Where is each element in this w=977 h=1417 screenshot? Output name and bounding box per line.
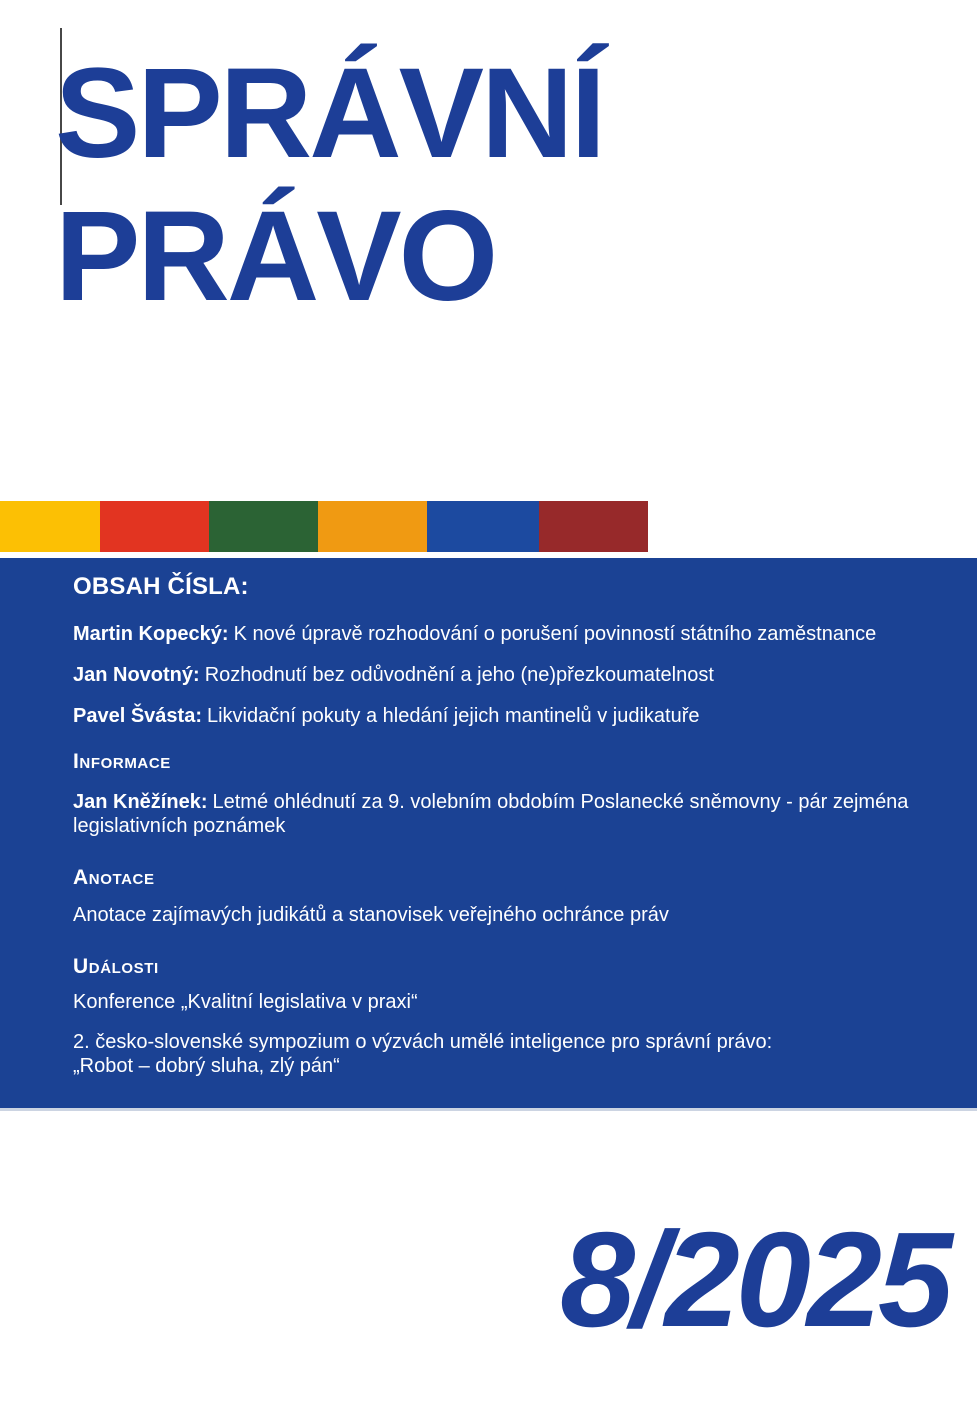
journal-title <box>55 42 603 328</box>
article-item <box>73 790 965 838</box>
article-item <box>73 990 965 1014</box>
article-title: K nové úpravě rozhodování o porušení povinností státního zaměstnance <box>233 623 877 645</box>
stripe-block-orange <box>318 501 427 552</box>
article-title: 2. česko-slovenské sympozium o výzvách umělé inteligence pro správní právo: <box>73 1031 773 1053</box>
contents-panel <box>0 558 977 1111</box>
article-title: Likvidační pokuty a hledání jejich mantinelů v judikatuře <box>206 705 700 727</box>
article-author: Jan Novotný: <box>73 664 200 686</box>
section-label-anotace: Anotace <box>73 866 155 889</box>
article-item <box>73 622 965 646</box>
article-item <box>73 663 965 687</box>
stripe-block-red <box>100 501 209 552</box>
article-title: Rozhodnutí bez odůvodnění a jeho (ne)přezkoumatelnost <box>204 664 714 686</box>
article-author: Pavel Švásta: <box>73 705 202 727</box>
article-author: Martin Kopecký: <box>73 623 229 645</box>
stripe-block-blue <box>427 501 539 552</box>
article-title: Letmé ohlédnutí za 9. volebním obdobím Poslanecké sněmovny - pár zejména <box>212 791 909 813</box>
article-item <box>73 903 965 927</box>
stripe-block-maroon <box>539 501 648 552</box>
article-item <box>73 1030 965 1078</box>
stripe-block-yellow <box>0 501 100 552</box>
article-title-continuation: legislativních poznámek <box>73 815 286 837</box>
issue-number: 8/2025 <box>560 1204 949 1355</box>
journal-title-line2: PRÁVO <box>55 185 496 328</box>
journal-title-line1: SPRÁVNÍ <box>55 42 603 185</box>
color-stripe <box>0 501 648 552</box>
section-label-udalosti: Události <box>73 955 159 978</box>
contents-heading: OBSAH ČÍSLA: <box>73 573 249 600</box>
article-title-continuation: „Robot – dobrý sluha, zlý pán“ <box>73 1055 340 1077</box>
article-item <box>73 704 965 728</box>
article-title: Anotace zajímavých judikátů a stanovisek veřejného ochránce práv <box>73 904 669 926</box>
article-author: Jan Kněžínek: <box>73 791 208 813</box>
stripe-block-green <box>209 501 318 552</box>
article-title: Konference „Kvalitní legislativa v praxi“ <box>73 991 418 1013</box>
section-label-informace: Informace <box>73 750 171 773</box>
